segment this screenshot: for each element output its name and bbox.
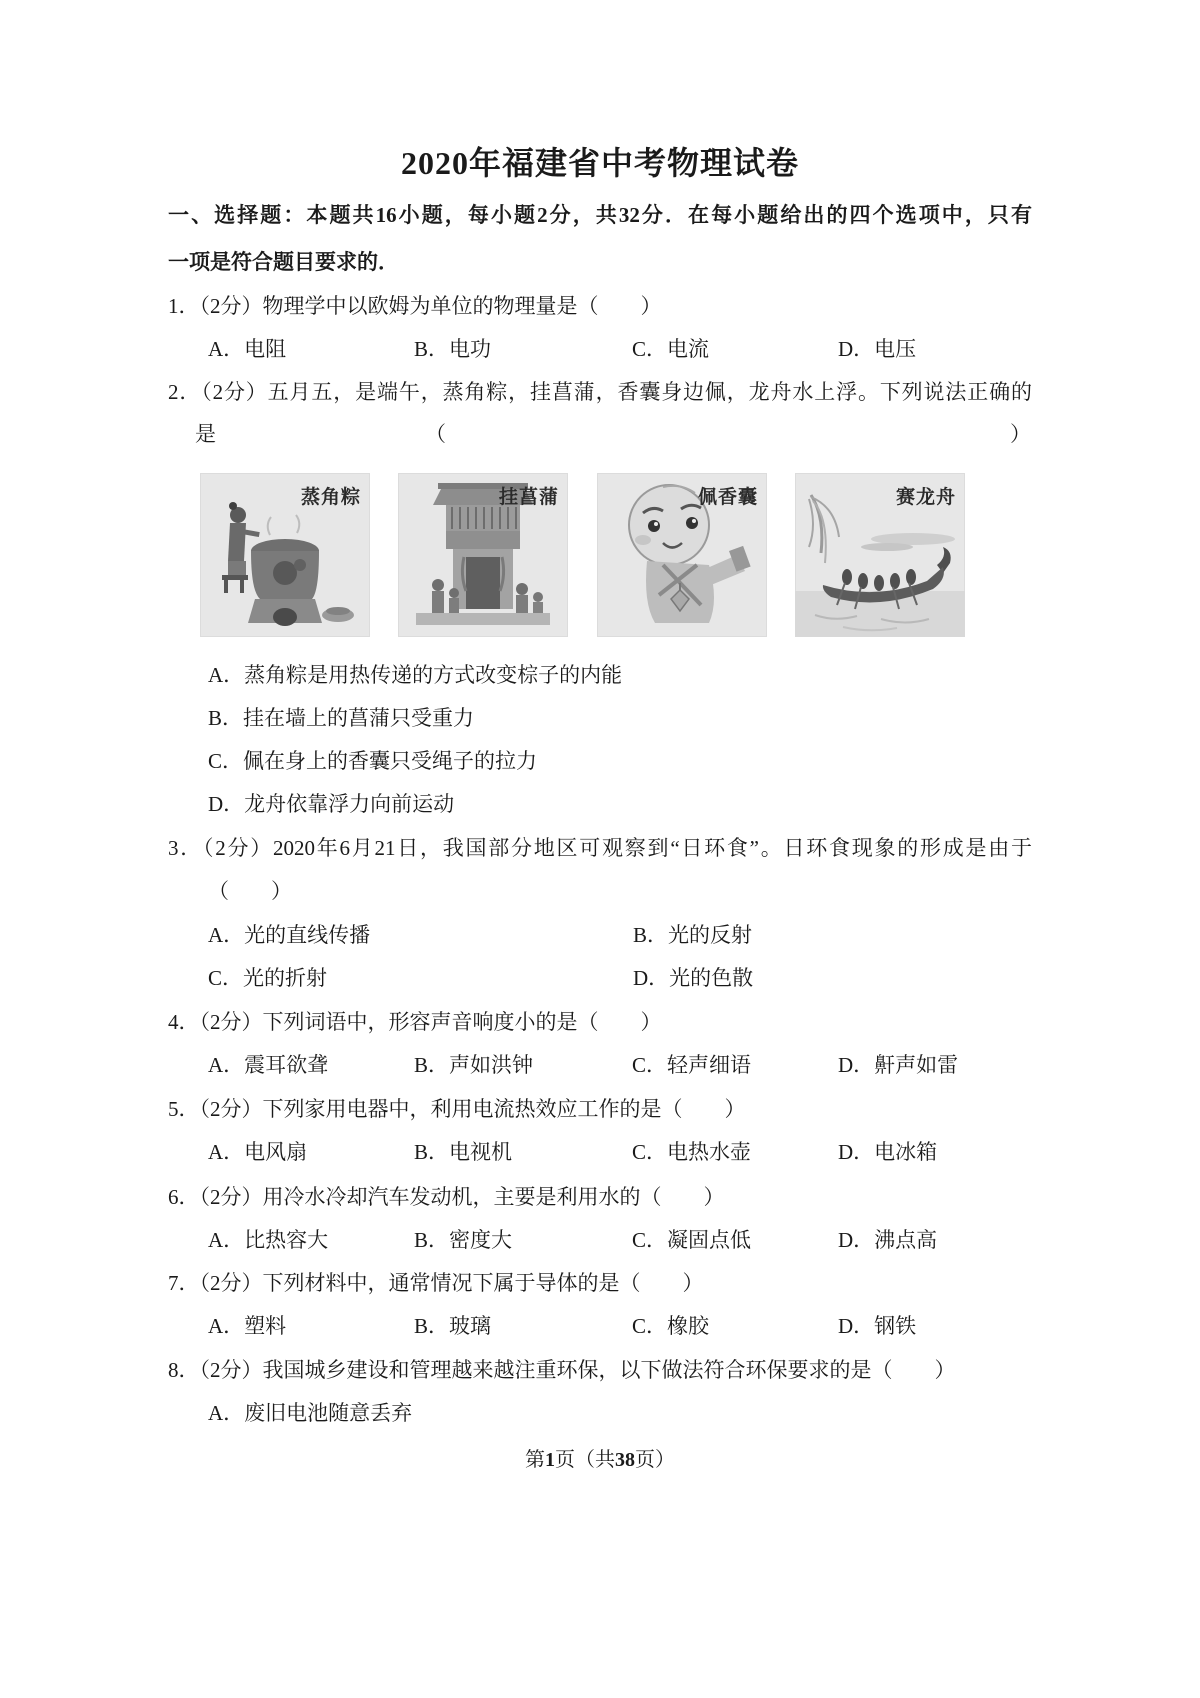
- question-3-options-row2: [168, 957, 1068, 1000]
- q2-paren-open: （: [425, 422, 446, 446]
- page-title: 2020年福建省中考物理试卷: [400, 145, 799, 181]
- q1-option-a: A．电阻: [208, 337, 287, 361]
- q6-option-a: A．比热容大: [208, 1228, 329, 1252]
- figure-label-calamus: 挂菖蒲: [498, 487, 559, 508]
- question-4-stem: 4．（2分）下列词语中，形容声音响度小的是（ ）: [168, 1010, 662, 1034]
- q3-option-c: C．光的折射: [208, 966, 328, 990]
- q2-option-d: D．龙舟依靠浮力向前运动: [208, 792, 455, 816]
- question-3-options-row1: [168, 914, 1068, 957]
- q1-option-d: D．电压: [838, 337, 917, 361]
- q1-option-c: C．电流: [632, 337, 710, 361]
- q4-option-d: D．鼾声如雷: [838, 1053, 959, 1077]
- section-header-line1: 一、选择题：本题共16小题，每小题2分，共32分．在每小题给出的四个选项中，只有: [168, 203, 1032, 227]
- figure-label-zongzi: 蒸角粽: [300, 487, 361, 508]
- question-7-stem: 7．（2分）下列材料中，通常情况下属于导体的是（ ）: [168, 1271, 704, 1295]
- q2-stem-word: 是: [195, 422, 216, 446]
- q6-option-c: C．凝固点低: [632, 1228, 752, 1252]
- q5-option-d: D．电冰箱: [838, 1140, 938, 1164]
- q8-option-a: A．废旧电池随意丢弃: [208, 1401, 413, 1425]
- q7-option-b: B．玻璃: [414, 1314, 492, 1338]
- figure-label-dragon-boat: 赛龙舟: [895, 487, 956, 508]
- question-2-stem-line2: [168, 413, 1032, 456]
- q1-option-b: B．电功: [414, 337, 492, 361]
- footer-text-prefix: 第: [525, 1449, 545, 1471]
- footer-page-number: 1: [545, 1449, 555, 1471]
- q5-option-b: B．电视机: [414, 1140, 513, 1164]
- question-6-stem: 6．（2分）用冷水冷却汽车发动机，主要是利用水的（ ）: [168, 1185, 725, 1209]
- question-7-options: [168, 1305, 1068, 1348]
- q3-option-d: D．光的色散: [633, 966, 754, 990]
- footer-text-suffix: 页）: [635, 1449, 675, 1471]
- figure-dragon-boat-race: [795, 473, 965, 637]
- q3-option-b: B．光的反射: [633, 923, 753, 947]
- q6-option-d: D．沸点高: [838, 1228, 938, 1252]
- q2-option-a: A．蒸角粽是用热传递的方式改变棕子的内能: [208, 663, 623, 687]
- figure-steaming-zongzi: [200, 473, 370, 637]
- section-header-line2: 一项是符合题目要求的．: [168, 250, 399, 274]
- question-5-options: [168, 1131, 1068, 1174]
- figure-wearing-sachet: [597, 473, 767, 637]
- question-3-stem-line1: 3．（2分）2020年6月21日，我国部分地区可观察到“日环食”。日环食现象的形成是由于: [168, 836, 1032, 860]
- q2-option-c: C．佩在身上的香囊只受绳子的拉力: [208, 749, 538, 773]
- question-4-options: [168, 1044, 1068, 1087]
- question-1-options: [168, 328, 1068, 371]
- question-6-options: [168, 1219, 1068, 1262]
- q7-option-d: D．钢铁: [838, 1314, 917, 1338]
- q4-option-c: C．轻声细语: [632, 1053, 752, 1077]
- q6-option-b: B．密度大: [414, 1228, 513, 1252]
- q4-option-b: B．声如洪钟: [414, 1053, 534, 1077]
- footer-text-middle: 页（共: [555, 1449, 615, 1471]
- question-8-stem: 8．（2分）我国城乡建设和管理越来越注重环保，以下做法符合环保要求的是（ ）: [168, 1358, 956, 1382]
- q7-option-c: C．橡胶: [632, 1314, 710, 1338]
- q5-option-c: C．电热水壶: [632, 1140, 752, 1164]
- figure-hanging-calamus: [398, 473, 568, 637]
- figure-label-sachet: 佩香囊: [697, 487, 758, 508]
- question-1-stem: 1．（2分）物理学中以欧姆为单位的物理量是（ ）: [168, 294, 662, 318]
- question-3-stem-line2: （ ）: [208, 879, 292, 903]
- q5-option-a: A．电风扇: [208, 1140, 308, 1164]
- q7-option-a: A．塑料: [208, 1314, 287, 1338]
- footer-total-pages: 38: [615, 1449, 635, 1471]
- q4-option-a: A．震耳欲聋: [208, 1053, 329, 1077]
- question-2-stem-line1: 2．（2分）五月五，是端午，蒸角粽，挂菖蒲，香囊身边佩，龙舟水上浮。下列说法正确的: [168, 380, 1032, 404]
- q2-option-b: B．挂在墙上的菖蒲只受重力: [208, 706, 475, 730]
- q2-paren-close: ）: [1010, 422, 1031, 446]
- q3-option-a: A．光的直线传播: [208, 923, 371, 947]
- question-5-stem: 5．（2分）下列家用电器中，利用电流热效应工作的是（ ）: [168, 1097, 746, 1121]
- footer-page-indicator: [0, 1440, 1200, 1480]
